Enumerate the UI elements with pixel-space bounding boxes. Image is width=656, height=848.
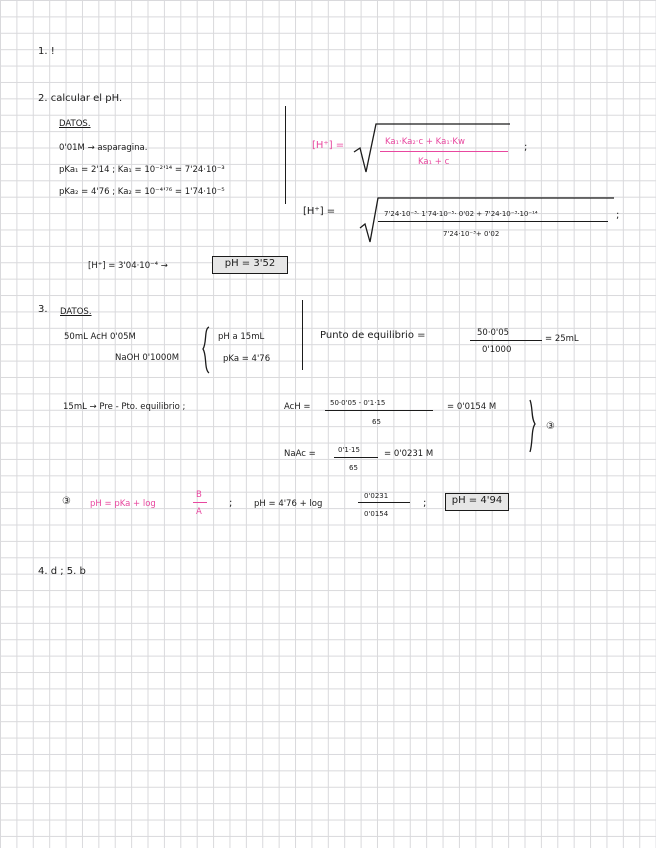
q3-henderson-fraction-bar: [193, 502, 207, 503]
q3-mark-right: ③: [546, 421, 555, 432]
q3-ach-result: = 0'0154 M: [447, 402, 497, 412]
q2-data-line-3: pKa₂ = 4'76 ; Ka₂ = 10⁻⁴'⁷⁶ = 1'74·10⁻⁵: [59, 187, 225, 197]
q2-substitution-numerator: 7'24·10⁻³· 1'74·10⁻⁵· 0'02 + 7'24·10⁻³·10⁻¹⁴: [384, 210, 538, 218]
q2-formula-denominator: Ka₁ + c: [418, 157, 450, 167]
q2-formula-lhs: [H⁺] =: [312, 140, 345, 151]
q3-henderson-b: B: [196, 490, 202, 500]
q3-datos-heading: DATOS.: [60, 307, 92, 317]
q3-ph-label: pH a 15mL: [218, 332, 265, 342]
q3-equilibrium-fraction-bar: [470, 340, 542, 341]
q3-henderson-denominator: 0'0154: [364, 510, 389, 518]
q3-ach-fraction-bar: [325, 410, 433, 411]
q3-result-ph-box: pH = 4'94: [445, 493, 509, 511]
q3-mark-left: ③: [62, 496, 71, 507]
q3-pre-equilibrium-label: 15mL → Pre - Pto. equilibrio ;: [63, 402, 186, 412]
q3-pka: pKa = 4'76: [223, 354, 271, 364]
q3-henderson-substitution: pH = 4'76 + log: [254, 499, 323, 509]
q2-result-ph-box: pH = 3'52: [212, 256, 288, 274]
q2-data-line-1: 0'01M → asparagina.: [59, 143, 148, 153]
answers-4-5: 4. d ; 5. b: [38, 566, 86, 577]
q2-substitution-end: ;: [616, 210, 620, 221]
q2-datos-heading: DATOS.: [59, 119, 91, 129]
q3-henderson-sep-1: ;: [229, 498, 233, 509]
q2-formula-end: ;: [524, 142, 528, 153]
q3-equilibrium-result: = 25mL: [545, 334, 579, 344]
q3-naac-fraction-bar: [334, 457, 378, 458]
q2-substitution-lhs: [H⁺] =: [303, 206, 336, 217]
answer-1: 1. !: [38, 46, 55, 57]
q3-ach-lhs: AcH =: [284, 402, 311, 412]
q3-acoh: 50mL AcH 0'05M: [64, 332, 136, 342]
question-3-number: 3.: [38, 304, 48, 315]
q3-henderson-sub-fraction-bar: [358, 502, 410, 503]
q3-henderson-numerator: 0'0231: [364, 492, 389, 500]
q3-naac-result: = 0'0231 M: [384, 449, 434, 459]
q3-naac-lhs: NaAc =: [284, 449, 316, 459]
q3-equilibrium-label: Punto de equilibrio =: [320, 330, 426, 341]
q3-henderson-sep-2: ;: [423, 498, 427, 509]
question-2-title: 2. calcular el pH.: [38, 93, 123, 104]
q2-substitution-fraction-bar: [378, 221, 608, 222]
q2-substitution-denominator: 7'24·10⁻³+ 0'02: [443, 230, 500, 238]
q2-data-line-2: pKa₁ = 2'14 ; Ka₁ = 10⁻²'¹⁴ = 7'24·10⁻³: [59, 165, 225, 175]
q3-naoh: NaOH 0'1000M: [115, 353, 180, 363]
q3-naac-denominator: 65: [349, 464, 358, 472]
q2-formula-numerator: Ka₁·Ka₂·c + Ka₁·Kw: [385, 137, 465, 147]
q3-henderson-a: A: [196, 507, 202, 517]
q2-divider: [285, 106, 286, 204]
q3-ach-denominator: 65: [372, 418, 381, 426]
q3-naac-numerator: 0'1·15: [338, 446, 360, 454]
q2-result-h: [H⁺] = 3'04·10⁻⁴ →: [88, 261, 168, 271]
q3-divider: [302, 300, 303, 370]
brace-icon-right: [527, 398, 541, 454]
brace-icon: [200, 325, 214, 375]
q3-equilibrium-numerator: 50·0'05: [477, 328, 510, 338]
q3-ach-numerator: 50·0'05 - 0'1·15: [330, 399, 386, 407]
q3-henderson-formula: pH = pKa + log: [90, 499, 156, 509]
q2-formula-fraction-bar: [380, 151, 508, 152]
q3-equilibrium-denominator: 0'1000: [482, 345, 512, 355]
